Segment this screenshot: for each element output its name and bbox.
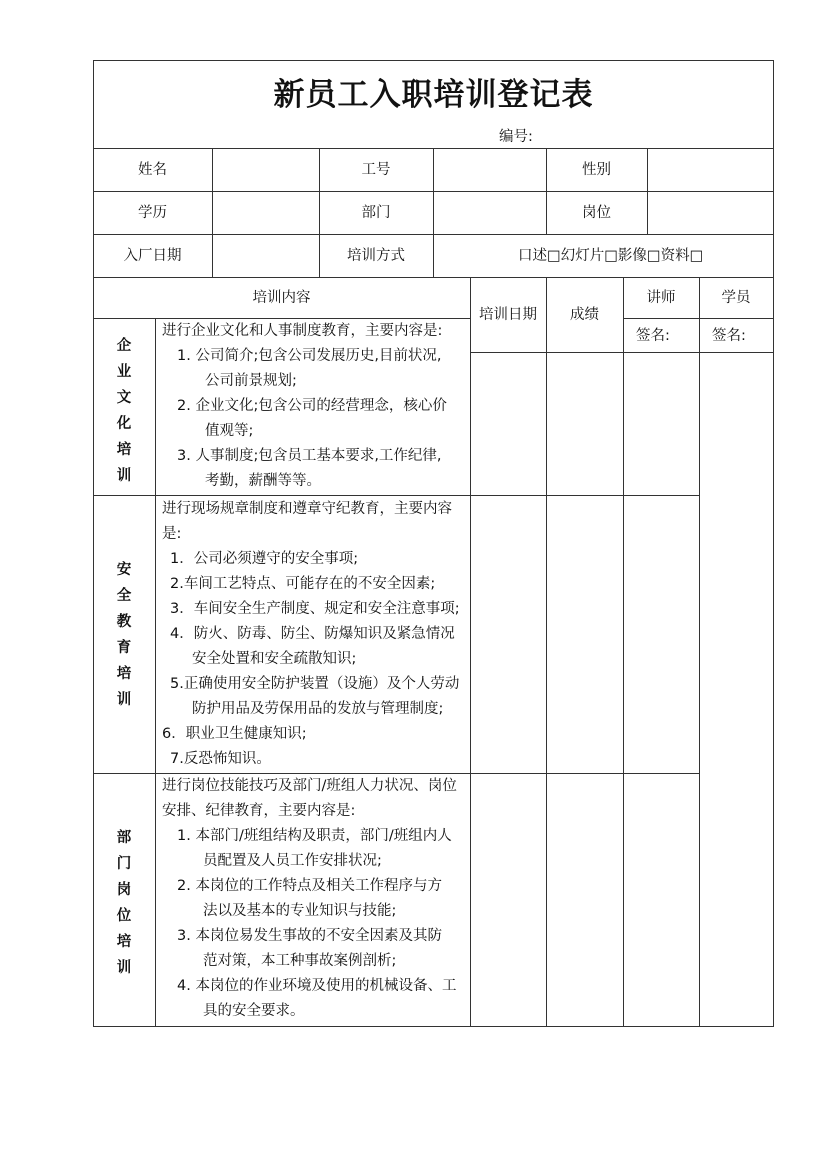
content-line: 进行岗位技能技巧及部门/班组人力状况、岗位 bbox=[162, 778, 457, 794]
content-line: 5.正确使用安全防护装置（设施）及个人劳动 bbox=[170, 676, 460, 692]
content-line: 考勤，薪酬等等。 bbox=[205, 473, 321, 489]
education-label: 学历 bbox=[138, 205, 167, 221]
column-training-content: 培训内容 bbox=[252, 290, 311, 306]
training-method-label: 培训方式 bbox=[347, 248, 405, 264]
score-cell[interactable] bbox=[547, 774, 623, 1026]
section-content-safety-education bbox=[162, 497, 467, 772]
lecturer-signature-cell[interactable] bbox=[624, 774, 699, 1026]
position-field[interactable] bbox=[648, 192, 773, 234]
content-line: 公司前景规划; bbox=[205, 373, 297, 389]
content-line: 2. 企业文化;包含公司的经营理念，核心价 bbox=[177, 398, 447, 414]
training-date-cell[interactable] bbox=[471, 353, 546, 495]
entry-date-label: 入厂日期 bbox=[123, 248, 182, 264]
content-line: 1. 公司简介;包含公司发展历史,目前状况, bbox=[177, 348, 442, 364]
content-line: 2. 本岗位的工作特点及相关工作程序与方 bbox=[177, 878, 442, 894]
form-title: 新员工入职培训登记表 bbox=[273, 77, 594, 113]
column-training-date: 培训日期 bbox=[479, 307, 537, 323]
gender-field[interactable] bbox=[648, 149, 773, 191]
name-field[interactable] bbox=[213, 149, 319, 191]
lecturer-signature-label: 签名: bbox=[636, 328, 670, 344]
content-line: 1．公司必须遵守的安全事项; bbox=[170, 551, 359, 567]
content-line: 具的安全要求。 bbox=[203, 1003, 305, 1019]
score-cell[interactable] bbox=[547, 353, 623, 495]
section-content-company-culture bbox=[162, 319, 467, 494]
content-line: 安全处置和安全疏散知识; bbox=[192, 651, 357, 667]
content-line: 6．职业卫生健康知识; bbox=[162, 726, 307, 742]
training-date-cell[interactable] bbox=[471, 496, 546, 773]
entry-date-field[interactable] bbox=[213, 235, 319, 277]
section-content-department-position bbox=[162, 774, 467, 1024]
registration-form bbox=[93, 60, 774, 1027]
column-lecturer: 讲师 bbox=[646, 290, 676, 306]
section-label-safety-education: 安全教育培训 bbox=[116, 562, 132, 708]
column-trainee: 学员 bbox=[721, 290, 751, 306]
content-line: 4．防火、防毒、防尘、防爆知识及紧急情况 bbox=[170, 626, 455, 642]
content-line: 员配置及人员工作安排状况; bbox=[203, 853, 382, 869]
content-line: 3．车间安全生产制度、规定和安全注意事项; bbox=[170, 601, 460, 617]
content-line: 7.反恐怖知识。 bbox=[170, 751, 271, 767]
training-method-options[interactable]: 口述□幻灯片□影像□资料□ bbox=[518, 248, 704, 264]
content-line: 范对策，本工种事故案例剖析; bbox=[203, 953, 397, 969]
section-label-company-culture: 企业文化培训 bbox=[116, 338, 132, 484]
education-field[interactable] bbox=[213, 192, 319, 234]
serial-number-label: 编号: bbox=[499, 129, 533, 145]
content-line: 进行企业文化和人事制度教育，主要内容是: bbox=[162, 323, 443, 339]
department-field[interactable] bbox=[434, 192, 546, 234]
content-line: 进行现场规章制度和遵章守纪教育，主要内容 bbox=[162, 501, 452, 517]
lecturer-signature-cell[interactable] bbox=[624, 353, 699, 495]
trainee-signature-cell[interactable] bbox=[700, 353, 773, 1026]
position-label: 岗位 bbox=[582, 205, 611, 221]
section-label-department-position: 部门岗位培训 bbox=[116, 830, 132, 976]
content-line: 4. 本岗位的作业环境及使用的机械设备、工 bbox=[177, 978, 457, 994]
column-score: 成绩 bbox=[570, 307, 599, 323]
score-cell[interactable] bbox=[547, 496, 623, 773]
employee-id-label: 工号 bbox=[361, 162, 391, 178]
training-date-cell[interactable] bbox=[471, 774, 546, 1026]
trainee-signature-label: 签名: bbox=[712, 328, 746, 344]
content-line: 是: bbox=[162, 526, 182, 542]
lecturer-signature-cell[interactable] bbox=[624, 496, 699, 773]
content-line: 安排、纪律教育，主要内容是: bbox=[162, 803, 356, 819]
content-line: 3. 人事制度;包含员工基本要求,工作纪律, bbox=[177, 448, 442, 464]
name-label: 姓名 bbox=[138, 162, 167, 178]
content-line: 值观等; bbox=[205, 423, 254, 439]
content-line: 法以及基本的专业知识与技能; bbox=[203, 903, 397, 919]
department-label: 部门 bbox=[361, 205, 391, 221]
employee-id-field[interactable] bbox=[434, 149, 546, 191]
content-line: 1. 本部门/班组结构及职责，部门/班组内人 bbox=[177, 828, 452, 844]
content-line: 防护用品及劳保用品的发放与管理制度; bbox=[192, 701, 444, 717]
content-line: 3. 本岗位易发生事故的不安全因素及其防 bbox=[177, 928, 442, 944]
content-line: 2.车间工艺特点、可能存在的不安全因素; bbox=[170, 576, 436, 592]
gender-label: 性别 bbox=[582, 162, 611, 178]
